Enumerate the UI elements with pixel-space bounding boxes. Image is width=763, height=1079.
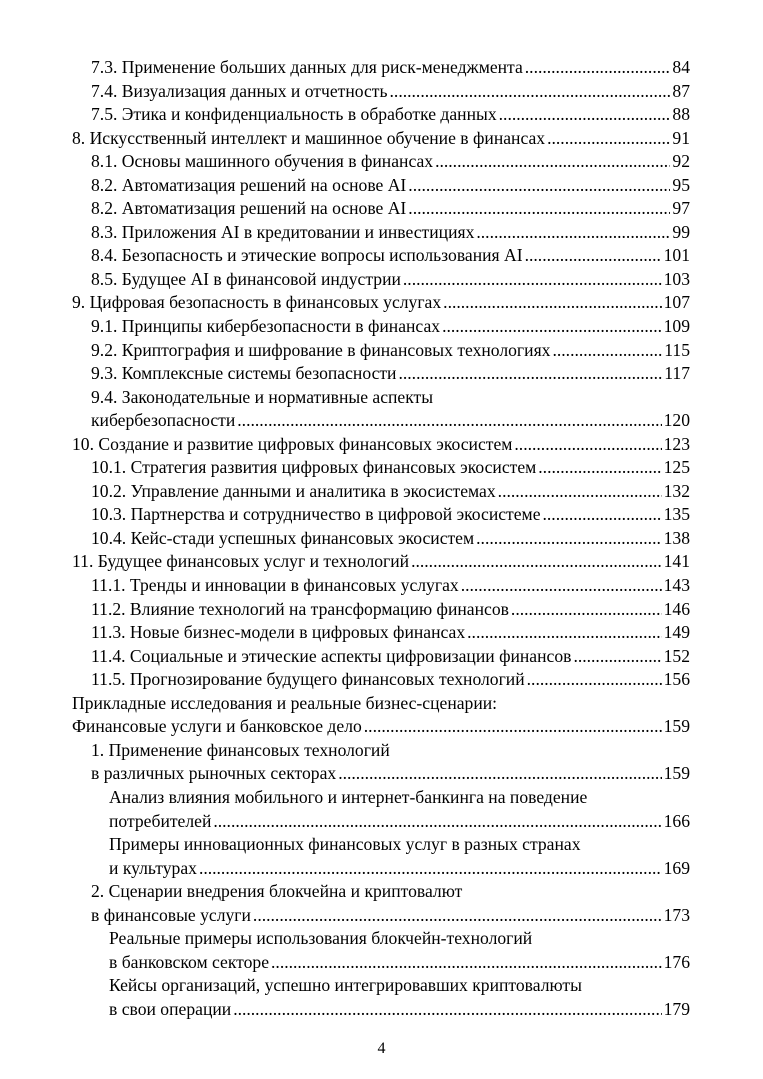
toc-entry-title: в различных рыночных секторах	[91, 763, 337, 784]
toc-page-number: 138	[663, 527, 690, 548]
toc-entry	[72, 362, 690, 386]
toc-entry-title-first-line: Анализ влияния мобильного и интернет-банкинга на поведение	[109, 786, 588, 807]
dot-leader	[467, 621, 661, 645]
dot-leader	[498, 480, 662, 504]
toc-line	[91, 339, 690, 363]
toc-page-number: 101	[663, 245, 690, 266]
toc-page-number: 132	[663, 480, 690, 501]
toc-page-number: 156	[663, 669, 690, 690]
toc-page-number: 143	[663, 575, 690, 596]
toc-entry-title: 8. Искусственный интеллект и машинное обучение в финансах	[72, 127, 546, 148]
toc-entry-title: 10. Создание и развитие цифровых финансовых экосистем	[72, 433, 513, 454]
toc-entry-title: 8.1. Основы машинного обучения в финансах	[91, 151, 434, 172]
toc-line	[91, 315, 690, 339]
toc-entry	[72, 456, 690, 480]
dot-leader	[199, 857, 662, 881]
toc-entry-title: 11.2. Влияние технологий на трансформацию финансов	[91, 598, 509, 619]
table-of-contents	[72, 56, 690, 1021]
dot-leader	[461, 574, 662, 598]
toc-entry-title: потребителей	[109, 810, 212, 831]
toc-entry	[72, 80, 690, 104]
toc-line	[91, 668, 690, 692]
dot-leader	[499, 103, 671, 127]
dot-leader	[253, 904, 662, 928]
dot-leader	[442, 315, 662, 339]
toc-page-number: 169	[663, 857, 690, 878]
toc-entry-title-first-line: 9.4. Законодательные и нормативные аспекты	[91, 386, 434, 407]
toc-entry	[72, 574, 690, 598]
toc-entry-title: 7.3. Применение больших данных для риск-менеджмента	[91, 57, 523, 77]
toc-entry-title: в финансовые услуги	[91, 904, 251, 925]
toc-entry-title-first-line: Кейсы организаций, успешно интегрировавших криптовалюты	[109, 975, 582, 996]
dot-leader	[514, 433, 661, 457]
dot-leader	[213, 810, 661, 834]
toc-line	[91, 527, 690, 551]
toc-entry-title: 11. Будущее финансовых услуг и технологий	[72, 551, 410, 572]
dot-leader	[237, 409, 661, 433]
toc-entry	[72, 127, 690, 151]
toc-entry	[72, 927, 690, 974]
toc-entry	[72, 174, 690, 198]
toc-entry-title: 8.5. Будущее AI в финансовой индустрии	[91, 268, 401, 289]
toc-page-number: 135	[663, 504, 690, 525]
toc-line	[91, 480, 690, 504]
toc-line	[91, 762, 690, 786]
toc-line	[91, 221, 690, 245]
toc-entry-title-first-line: Реальные примеры использования блокчейн-технологий	[109, 928, 533, 949]
toc-page-number: 149	[663, 622, 690, 643]
dot-leader	[476, 221, 670, 245]
toc-line	[109, 998, 690, 1022]
toc-page-number: 159	[663, 716, 690, 737]
toc-entry	[72, 550, 690, 574]
dot-leader	[435, 150, 670, 174]
toc-entry-title-first-line: Прикладные исследования и реальные бизнес-сценарии:	[72, 692, 498, 713]
toc-page-number: 115	[664, 339, 690, 360]
toc-entry-title: 9.2. Криптография и шифрование в финансовых технологиях	[91, 339, 551, 360]
dot-leader	[527, 668, 662, 692]
toc-entry	[72, 503, 690, 527]
toc-line	[91, 268, 690, 292]
toc-line	[109, 857, 690, 881]
toc-line	[91, 503, 690, 527]
toc-entry-title: 10.2. Управление данными и аналитика в экосистемах	[91, 480, 496, 501]
toc-page-number: 87	[672, 80, 690, 101]
toc-entry	[72, 56, 690, 80]
toc-line	[91, 174, 690, 198]
toc-page-number: 146	[663, 598, 690, 619]
dot-leader	[538, 456, 661, 480]
dot-leader	[525, 244, 662, 268]
toc-entry	[72, 291, 690, 315]
toc-line	[91, 80, 690, 104]
toc-line	[91, 244, 690, 268]
toc-entry	[72, 103, 690, 127]
toc-page-number: 176	[663, 951, 690, 972]
dot-leader	[271, 951, 662, 975]
toc-line	[91, 56, 690, 80]
toc-entry-title-first-line: Примеры инновационных финансовых услуг в разных странах	[109, 834, 581, 855]
toc-entry	[72, 833, 690, 880]
toc-line	[91, 362, 690, 386]
toc-entry-title: 10.3. Партнерства и сотрудничество в цифровой экосистеме	[91, 504, 541, 525]
toc-entry	[72, 974, 690, 1021]
toc-entry	[72, 268, 690, 292]
toc-entry-title: 9.3. Комплексные системы безопасности	[91, 363, 397, 384]
toc-line	[91, 197, 690, 221]
toc-entry-title: 9.1. Принципы кибербезопасности в финансах	[91, 316, 441, 337]
dot-leader	[408, 174, 670, 198]
toc-entry	[72, 786, 690, 833]
toc-page-number: 179	[663, 998, 690, 1019]
toc-entry-title: 8.2. Автоматизация решений на основе AI	[91, 174, 407, 195]
toc-page-number: 173	[663, 904, 690, 925]
toc-page-number: 123	[663, 433, 690, 454]
toc-page-number: 88	[672, 104, 690, 125]
dot-leader	[411, 550, 662, 574]
dot-leader	[338, 762, 661, 786]
toc-page-number: 120	[663, 410, 690, 431]
toc-entry	[72, 244, 690, 268]
toc-line	[72, 433, 690, 457]
toc-page-number: 125	[663, 457, 690, 478]
toc-page-number: 84	[672, 57, 690, 77]
toc-line	[109, 810, 690, 834]
toc-line	[72, 127, 690, 151]
toc-entry-title: 11.5. Прогнозирование будущего финансовых технологий	[91, 669, 525, 690]
toc-entry	[72, 645, 690, 669]
toc-entry-title: и культурах	[109, 857, 197, 878]
toc-page-number: 97	[672, 198, 690, 219]
toc-line	[91, 409, 690, 433]
toc-entry-title: 11.4. Социальные и этические аспекты цифровизации финансов	[91, 645, 572, 666]
toc-page-number: 99	[672, 221, 690, 242]
dot-leader	[552, 339, 662, 363]
dot-leader	[403, 268, 662, 292]
toc-entry-title: 7.4. Визуализация данных и отчетность	[91, 80, 388, 101]
toc-entry-title: 10.4. Кейс-стади успешных финансовых экосистем	[91, 527, 475, 548]
dot-leader	[476, 527, 661, 551]
toc-entry-title: 8.3. Приложения AI в кредитовании и инвестициях	[91, 221, 475, 242]
dot-leader	[443, 291, 661, 315]
toc-page-number: 103	[663, 268, 690, 289]
toc-entry-title: 8.2. Автоматизация решений на основе AI	[91, 198, 407, 219]
toc-entry	[72, 692, 690, 739]
dot-leader	[364, 715, 662, 739]
toc-line	[91, 456, 690, 480]
page-number: 4	[377, 1040, 386, 1057]
toc-entry	[72, 527, 690, 551]
dot-leader	[398, 362, 662, 386]
toc-entry	[72, 339, 690, 363]
toc-page-number: 117	[664, 363, 690, 384]
toc-page-number: 159	[663, 763, 690, 784]
toc-entry	[72, 621, 690, 645]
toc-page-number: 92	[672, 151, 690, 172]
dot-leader	[511, 598, 662, 622]
toc-entry	[72, 880, 690, 927]
toc-line	[72, 715, 690, 739]
toc-line	[91, 150, 690, 174]
toc-entry-title: 11.3. Новые бизнес-модели в цифровых финансах	[91, 622, 466, 643]
dot-leader	[390, 80, 671, 104]
dot-leader	[525, 56, 671, 80]
toc-line	[91, 598, 690, 622]
toc-entry-title: 8.4. Безопасность и этические вопросы использования AI	[91, 245, 523, 266]
toc-entry	[72, 739, 690, 786]
toc-entry-title: 10.1. Стратегия развития цифровых финансовых экосистем	[91, 457, 537, 478]
toc-entry-title: в банковском секторе	[109, 951, 270, 972]
toc-entry	[72, 668, 690, 692]
toc-entry-title-first-line: 2. Сценарии внедрения блокчейна и криптовалют	[91, 881, 463, 902]
toc-page-number: 107	[663, 292, 690, 313]
toc-page-number: 91	[672, 127, 690, 148]
toc-entry	[72, 315, 690, 339]
dot-leader	[547, 127, 670, 151]
toc-page-number: 109	[663, 316, 690, 337]
toc-entry-title-first-line: 1. Применение финансовых технологий	[91, 739, 390, 760]
toc-entry-title: 7.5. Этика и конфиденциальность в обработке данных	[91, 104, 497, 125]
toc-line	[109, 951, 690, 975]
toc-entry	[72, 150, 690, 174]
dot-leader	[408, 197, 670, 221]
toc-page-number: 95	[672, 174, 690, 195]
toc-line	[91, 103, 690, 127]
toc-entry-title: 11.1. Тренды и инновации в финансовых услугах	[91, 575, 459, 596]
toc-entry-title: в свои операции	[109, 998, 232, 1019]
toc-line	[91, 621, 690, 645]
toc-line	[91, 645, 690, 669]
dot-leader	[543, 503, 662, 527]
toc-line	[91, 574, 690, 598]
dot-leader	[573, 645, 661, 669]
toc-entry	[72, 480, 690, 504]
toc-entry	[72, 433, 690, 457]
toc-entry	[72, 221, 690, 245]
toc-entry-title: Финансовые услуги и банковское дело	[72, 716, 362, 737]
toc-entry	[72, 598, 690, 622]
toc-entry	[72, 197, 690, 221]
toc-line	[91, 904, 690, 928]
toc-page-number: 152	[663, 645, 690, 666]
toc-entry	[72, 386, 690, 433]
toc-line	[72, 291, 690, 315]
toc-entry-title: кибербезопасности	[91, 410, 236, 431]
toc-page-number: 166	[663, 810, 690, 831]
toc-line	[72, 550, 690, 574]
dot-leader	[233, 998, 661, 1022]
toc-entry-title: 9. Цифровая безопасность в финансовых услугах	[72, 292, 442, 313]
toc-page-number: 141	[663, 551, 690, 572]
